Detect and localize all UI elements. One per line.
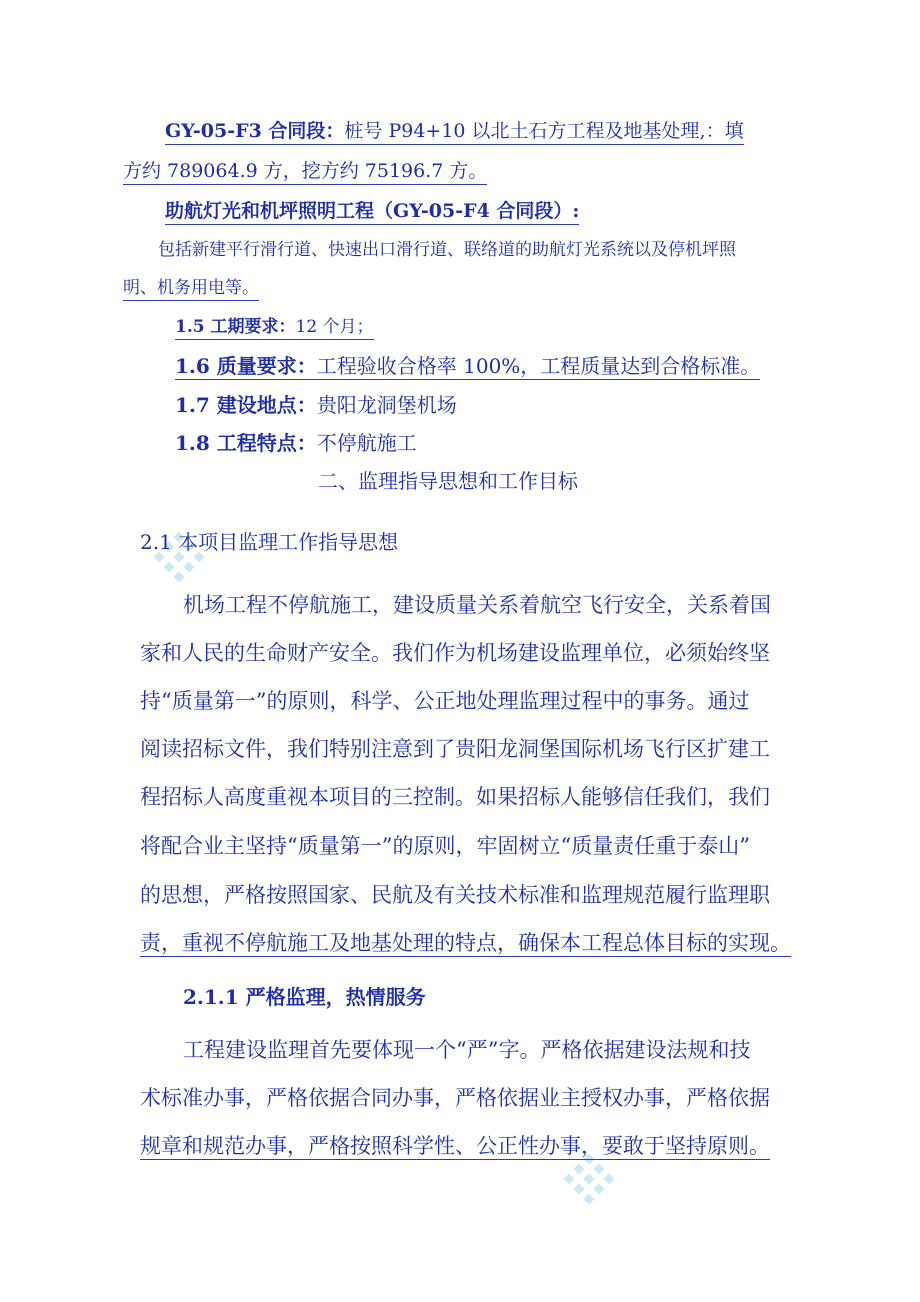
diamond-pattern-watermark-icon [560, 1150, 630, 1220]
item-label: 1.6 质量要求： [175, 354, 317, 378]
f4-text-1: 包括新建平行滑行道、快速出口滑行道、联络道的助航灯光系统以及停机坪照 [158, 240, 736, 260]
item-1-5 [175, 318, 374, 340]
item-value: 不停航施工 [316, 431, 417, 455]
s21-line-4: 阅读招标文件，我们特别注意到了贵阳龙洞堡国际机场飞行区扩建工 [140, 737, 770, 761]
f3-text-2: 方约 789064.9 方，挖方约 75196.7 方。 [123, 160, 488, 182]
item-label: 1.8 工程特点： [175, 431, 317, 455]
item-1-6 [175, 355, 760, 380]
f4-text-2: 明、机务用电等。 [123, 279, 259, 301]
item-label: 1.5 工期要求： [175, 317, 296, 337]
s21-line-1: 机场工程不停航施工，建设质量关系着航空飞行安全，关系着国 [183, 593, 771, 617]
s211-line-1: 工程建设监理首先要体现一个“严”字。严格依据建设法规和技 [183, 1038, 751, 1062]
f3-text-1: 桩号 P94+10 以北土石方工程及地基处理,：填 [344, 120, 744, 142]
s21-line-6: 将配合业主坚持“质量第一”的原则，牢固树立“质量责任重于泰山” [140, 834, 750, 858]
item-value: 12 个月； [295, 317, 374, 337]
s21-line-7: 的思想，严格按照国家、民航及有关技术标准和监理规范履行监理职 [140, 883, 770, 907]
s21-line-5: 程招标人高度重视本项目的三控制。如果招标人能够信任我们，我们 [140, 785, 770, 809]
item-1-8 [175, 432, 417, 456]
s211-line-3: 规章和规范办事，严格按照科学性、公正性办事，要敢于坚持原则。 [140, 1134, 770, 1160]
section-2-title: 二、监理指导思想和工作目标 [318, 469, 578, 493]
section-2-1-1-title: 2.1.1 严格监理，热情服务 [183, 985, 426, 1009]
s21-line-2: 家和人民的生命财产安全。我们作为机场建设监理单位，必须始终坚 [140, 641, 770, 665]
item-label: 1.7 建设地点： [175, 393, 317, 417]
item-value: 贵阳龙洞堡机场 [316, 393, 457, 417]
s21-line-3: 持“质量第一”的原则，科学、公正地处理监理过程中的事务。通过 [140, 689, 750, 713]
section-2-1-title: 2.1 本项目监理工作指导思想 [140, 530, 399, 554]
f3-line-2 [123, 161, 487, 185]
item-1-7 [175, 394, 457, 418]
f4-heading: 助航灯光和机坪照明工程（GY-05-F4 合同段）: [165, 201, 579, 225]
s211-line-2: 术标准办事，严格依据合同办事，严格依据业主授权办事，严格依据 [140, 1086, 770, 1110]
s21-line-8: 责，重视不停航施工及地基处理的特点，确保本工程总体目标的实现。 [140, 931, 791, 957]
f3-label: GY-05-F3 合同段： [165, 120, 345, 142]
f3-line-1 [165, 121, 744, 145]
item-value: 工程验收合格率 100%，工程质量达到合格标准。 [316, 354, 761, 378]
